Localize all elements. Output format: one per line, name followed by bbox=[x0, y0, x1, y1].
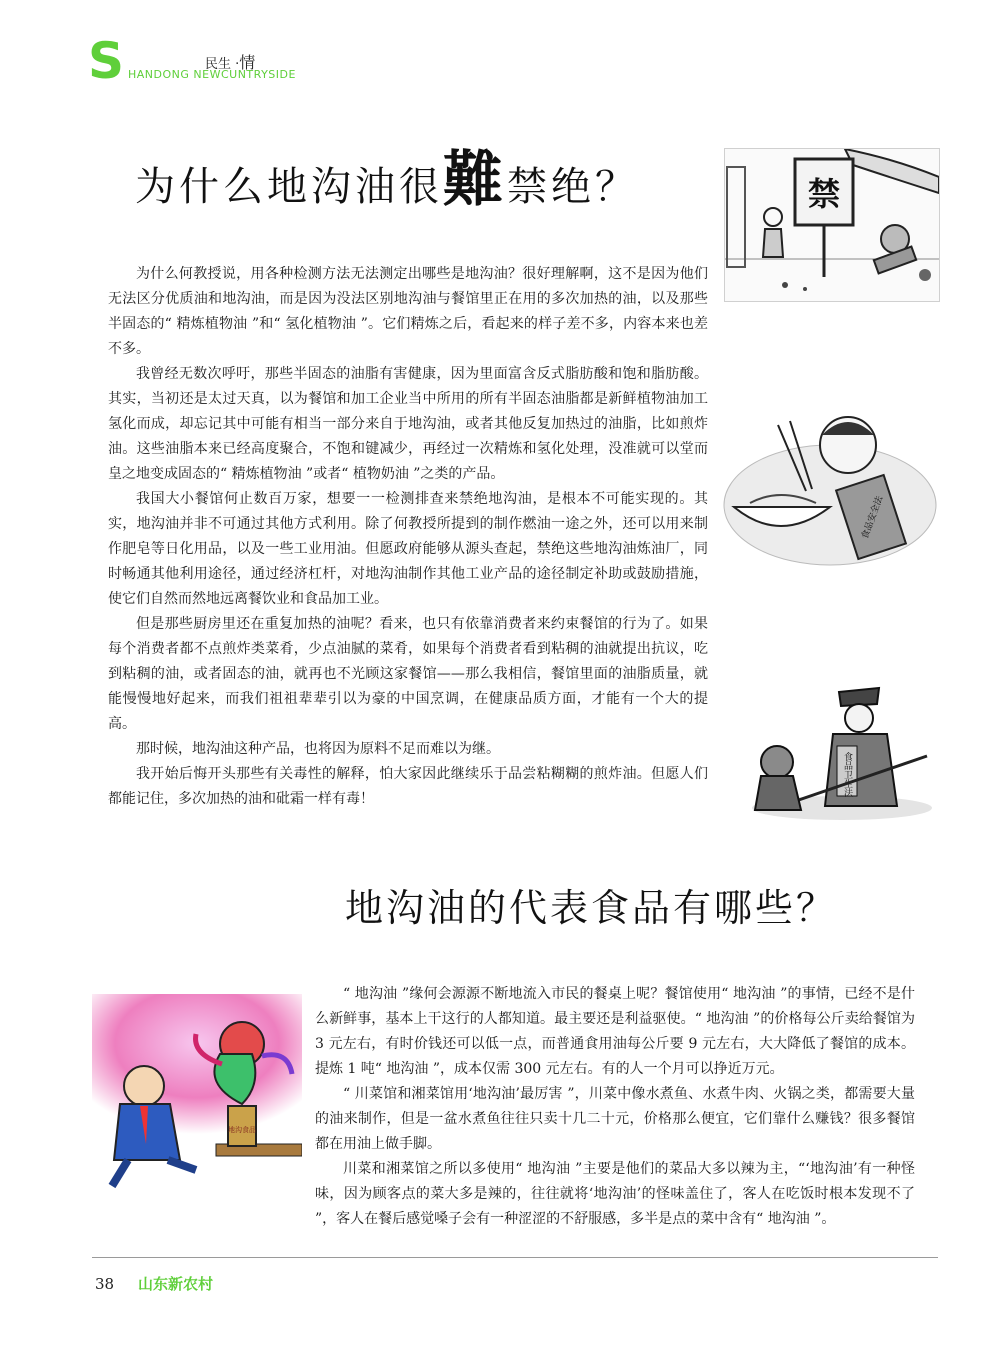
footer-divider bbox=[92, 1257, 938, 1258]
article1-body bbox=[108, 262, 708, 812]
cartoon-inspector-graphic bbox=[747, 686, 937, 822]
article1-title-big: 難 bbox=[443, 145, 507, 215]
magazine-logo-text: HANDONG NEWCUNTRYSIDE bbox=[128, 68, 296, 81]
badge-text: 食品卫生法 bbox=[842, 752, 852, 797]
section-dot: · bbox=[235, 57, 240, 72]
cartoon-oil-monster bbox=[92, 994, 302, 1190]
article1-paragraph: 我曾经无数次呼吁，那些半固态的油脂有害健康，因为里面富含反式脂肪酸和饱和脂肪酸。其实，当初还是太过天真，以为餐馆和加工企业当中所用的所有半固态油脂都是新鲜植物油加工氢化而成，却忘记其中可能有相当一部分来自于地沟油，或者其他反复加热过的油脂，比如煎炸油。这些油脂本来已经高度聚合，不饱和键减少，再经过一次精炼和氢化处理，没准就可以堂而皇之地变成固态的“ 精炼植物油 ”或者“ 植物奶油 ”之类的产品。 bbox=[108, 366, 708, 482]
article1-title bbox=[135, 145, 639, 217]
article2-paragraph: “ 川菜馆和湘菜馆用‘地沟油’最厉害 ”，川菜中像水煮鱼、水煮牛肉、火锅之类，都需要大量的油来制作，但是一盆水煮鱼往往只卖十几二十元，价格那么便宜，它们靠什么赚钱？很多餐馆都在用油上做手脚。 bbox=[315, 1086, 915, 1152]
article1-paragraph: 但是那些厨房里还在重复加热的油呢？看来，也只有依靠消费者来约束餐馆的行为了。如果每个消费者都不点煎炸类菜肴，少点油腻的菜肴，如果每个消费者看到粘稠的油就提出抗议，吃到粘稠的油，或者固态的油，就再也不光顾这家餐馆——那么我相信，餐馆里面的油脂质量，就能慢慢地好起来，而我们祖祖辈辈引以为豪的中国烹调，在健康品质方面，才能有一个大的提高。 bbox=[108, 616, 708, 732]
article2-paragraph: 川菜和湘菜馆之所以多使用“ 地沟油 ”主要是他们的菜品大多以辣为主，“‘地沟油’有一种怪味，因为顾客点的菜大多是辣的，往往就将‘地沟油’的怪味盖住了，客人在吃饭时根本发现不了 ”，客人在餐后感觉嗓子会有一种涩涩的不舒服感，多半是点的菜中含有“ 地沟油 ”。 bbox=[315, 1161, 915, 1227]
article1-paragraph: 那时候，地沟油这种产品，也将因为原料不足而难以为继。 bbox=[136, 741, 500, 757]
ban-sign-text: 禁 bbox=[807, 175, 841, 213]
page-number: 38 bbox=[95, 1275, 115, 1293]
article1-title-before: 为什么地沟油很 bbox=[135, 164, 443, 210]
cartoon-oil-monster-graphic bbox=[92, 994, 302, 1190]
article2-body bbox=[315, 982, 915, 1232]
section-prefix: 民生 bbox=[205, 57, 232, 72]
article1-paragraph: 我国大小餐馆何止数百万家，想要一一检测排查来禁绝地沟油，是根本不可能实现的。其实，地沟油并非不可通过其他方式利用。除了何教授所提到的制作燃油一途之外，还可以用来制作肥皂等日化用品，以及一些工业用油。但愿政府能够从源头查起，禁绝这些地沟油炼油厂，同时畅通其他利用途径，通过经济杠杆，对地沟油制作其他工业产品的途径制定补助或鼓励措施，使它们自然而然地远离餐饮业和食品加工业。 bbox=[108, 491, 708, 607]
article1-title-after: 禁绝？ bbox=[507, 164, 639, 210]
cartoon-man-eating bbox=[720, 395, 938, 570]
cartoon-ban-sign bbox=[724, 148, 940, 302]
law-book-text: 食品安全法 bbox=[860, 494, 886, 541]
oil-can-label: 地沟食品 bbox=[228, 1126, 256, 1134]
article1-paragraph: 我开始后悔开头那些有关毒性的解释，怕大家因此继续乐于品尝粘糊糊的煎炸油。但愿人们都能记住，多次加热的油和砒霜一样有毒！ bbox=[108, 766, 708, 807]
footer-brand: 山东新农村 bbox=[138, 1275, 214, 1293]
section-label bbox=[205, 50, 255, 73]
article2-paragraph: “ 地沟油 ”缘何会源源不断地流入市民的餐桌上呢？餐馆使用“ 地沟油 ”的事情，已经不是什么新鲜事，基本上干这行的人都知道。最主要还是利益驱使。“ 地沟油 ”的价格每公斤卖给餐馆为 3 元左右，有时价钱还可以低一点，而普通食用油每公斤要 9 元左右，大大降低了餐馆的成本。提炼 1 吨“ 地沟油 ”，成本仅需 300 元左右。有的人一个月可以挣近万元。 bbox=[315, 986, 915, 1077]
article2-title: 地沟油的代表食品有哪些？ bbox=[345, 886, 838, 930]
section-emph: 情 bbox=[239, 53, 256, 72]
magazine-logo-letter: S bbox=[88, 32, 123, 90]
cartoon-man-eating-graphic bbox=[720, 395, 938, 570]
article1-paragraph: 为什么何教授说，用各种检测方法无法测定出哪些是地沟油？很好理解啊，这不是因为他们无法区分优质油和地沟油，而是因为没法区别地沟油与餐馆里正在用的多次加热的油，以及那些半固态的“ 精炼植物油 ”和“ 氢化植物油 ”。它们精炼之后，看起来的样子差不多，内容本来也差不多。 bbox=[108, 266, 708, 357]
cartoon-inspector bbox=[747, 686, 937, 822]
cartoon-ban-sign-graphic bbox=[725, 149, 939, 301]
